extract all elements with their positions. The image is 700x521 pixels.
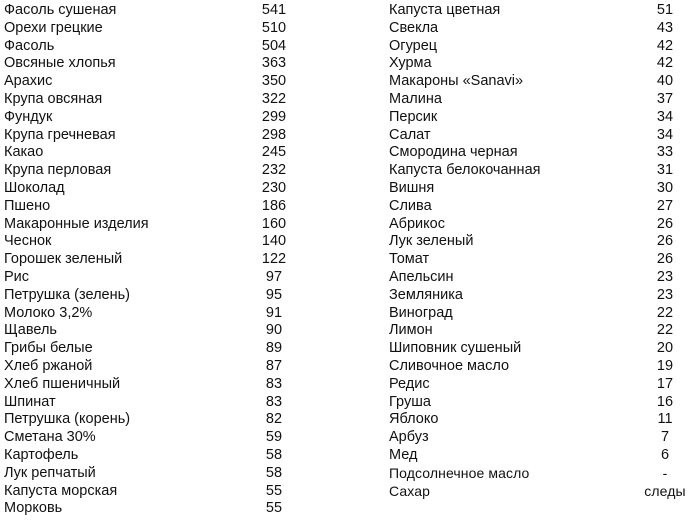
product-value: 20 <box>656 340 674 357</box>
product-name: Фасоль <box>4 37 55 54</box>
table-row <box>4 2 299 20</box>
product-value: 26 <box>656 215 674 232</box>
product-value: 40 <box>656 73 674 90</box>
product-name: Пшено <box>4 197 51 214</box>
product-value: 16 <box>656 393 674 410</box>
product-name: Овсяные хлопья <box>4 55 116 72</box>
table-row <box>389 73 691 91</box>
product-value: 26 <box>656 251 674 268</box>
product-value: 90 <box>265 322 283 339</box>
product-name: Крупа овсяная <box>4 90 103 107</box>
product-name: Редис <box>389 375 430 392</box>
table-row <box>389 198 691 216</box>
table-row <box>4 322 299 340</box>
product-name: Яблоко <box>389 411 439 428</box>
table-row <box>389 233 691 251</box>
product-value: 186 <box>261 197 287 214</box>
product-name: Арбуз <box>389 429 429 446</box>
table-row <box>4 216 299 234</box>
table-row <box>389 251 691 269</box>
product-value: 31 <box>656 162 674 179</box>
table-row <box>389 322 691 340</box>
product-value: 27 <box>656 197 674 214</box>
product-name: Арахис <box>4 73 53 90</box>
product-value: 33 <box>656 144 674 161</box>
table-row <box>389 447 691 465</box>
table-row <box>4 162 299 180</box>
product-name: Макаронные изделия <box>4 215 149 232</box>
product-value: 87 <box>265 357 283 374</box>
product-value: 510 <box>261 19 287 36</box>
product-name: Крупа гречневая <box>4 126 116 143</box>
product-value: 83 <box>265 375 283 392</box>
product-value: следы <box>644 482 686 499</box>
table-row <box>4 38 299 56</box>
product-name: Малина <box>389 90 442 107</box>
product-value: 299 <box>261 108 287 125</box>
product-name: Персик <box>389 108 438 125</box>
product-value: 350 <box>261 73 287 90</box>
product-name: Шиповник сушеный <box>389 340 522 357</box>
product-name: Морковь <box>4 500 63 517</box>
table-row <box>389 394 691 412</box>
right-column <box>389 2 691 500</box>
table-row <box>4 447 299 465</box>
product-value: 245 <box>261 144 287 161</box>
table-row <box>4 500 299 518</box>
product-value: 37 <box>656 90 674 107</box>
product-value: 230 <box>261 179 287 196</box>
product-name: Сметана 30% <box>4 429 96 446</box>
product-value: 58 <box>265 446 283 463</box>
product-name: Чеснок <box>4 233 52 250</box>
product-name: Макароны «Sanavi» <box>389 73 524 90</box>
table-row <box>4 429 299 447</box>
product-value: 160 <box>261 215 287 232</box>
product-name: Капуста морская <box>4 482 118 499</box>
table-row <box>4 109 299 127</box>
table-row <box>389 465 691 483</box>
product-value: 232 <box>261 162 287 179</box>
product-name: Какао <box>4 144 44 161</box>
product-value: 17 <box>656 375 674 392</box>
product-value: 363 <box>261 55 287 72</box>
product-name: Огурец <box>389 37 438 54</box>
product-value: 22 <box>656 322 674 339</box>
product-value: 55 <box>265 482 283 499</box>
product-value: 58 <box>265 464 283 481</box>
product-name: Шоколад <box>4 179 65 196</box>
product-name: Хлеб пшеничный <box>4 375 121 392</box>
product-name: Щавель <box>4 322 57 339</box>
product-name: Петрушка (зелень) <box>4 286 130 303</box>
table-row <box>4 233 299 251</box>
product-name: Крупа перловая <box>4 162 112 179</box>
table-row <box>389 91 691 109</box>
table-row <box>389 411 691 429</box>
product-name: Капуста белокочанная <box>389 162 541 179</box>
product-value: 23 <box>656 286 674 303</box>
product-name: Лимон <box>389 322 433 339</box>
table-row <box>4 394 299 412</box>
product-value: 122 <box>261 251 287 268</box>
table-row <box>4 287 299 305</box>
product-value: 51 <box>656 2 674 18</box>
product-value: 42 <box>656 37 674 54</box>
product-value: 97 <box>265 268 283 285</box>
product-name: Грибы белые <box>4 340 93 357</box>
table-row <box>4 269 299 287</box>
product-name: Орехи грецкие <box>4 19 103 36</box>
product-name: Фундук <box>4 108 53 125</box>
table-row <box>389 305 691 323</box>
product-value: 82 <box>265 411 283 428</box>
left-column <box>4 2 299 518</box>
product-value: 59 <box>265 429 283 446</box>
table-row <box>389 376 691 394</box>
product-value: - <box>662 464 668 481</box>
table-row <box>389 483 691 501</box>
table-row <box>4 411 299 429</box>
product-name: Хлеб ржаной <box>4 357 93 374</box>
product-value: 55 <box>265 500 283 517</box>
product-value: 23 <box>656 268 674 285</box>
table-row <box>4 340 299 358</box>
product-name: Абрикос <box>389 215 445 232</box>
table-row <box>4 127 299 145</box>
product-name: Картофель <box>4 446 79 463</box>
product-value: 34 <box>656 126 674 143</box>
product-name: Томат <box>389 251 430 268</box>
product-value: 19 <box>656 357 674 374</box>
table-row <box>4 20 299 38</box>
table-row <box>4 91 299 109</box>
table-row <box>4 180 299 198</box>
table-row <box>389 287 691 305</box>
table-row <box>4 358 299 376</box>
product-name: Смородина черная <box>389 144 518 161</box>
product-value: 322 <box>261 90 287 107</box>
product-value: 42 <box>656 55 674 72</box>
product-name: Свекла <box>389 19 439 36</box>
table-row <box>389 180 691 198</box>
product-name: Лук репчатый <box>4 464 96 481</box>
product-value: 7 <box>660 429 670 446</box>
product-name: Мед <box>389 446 418 463</box>
table-row <box>4 55 299 73</box>
product-name: Слива <box>389 197 432 214</box>
product-name: Фасоль сушеная <box>4 2 117 18</box>
product-value: 504 <box>261 37 287 54</box>
product-name: Вишня <box>389 179 435 196</box>
product-name: Сахар <box>389 482 430 499</box>
product-name: Подсолнечное масло <box>389 464 530 481</box>
product-name: Апельсин <box>389 268 454 285</box>
product-value: 140 <box>261 233 287 250</box>
table-row <box>4 376 299 394</box>
product-name: Сливочное масло <box>389 357 510 374</box>
product-name: Лук зеленый <box>389 233 474 250</box>
product-name: Горошек зеленый <box>4 251 123 268</box>
table-row <box>389 109 691 127</box>
product-name: Хурма <box>389 55 432 72</box>
product-value: 541 <box>261 2 287 18</box>
table-row <box>389 144 691 162</box>
table-row <box>389 38 691 56</box>
product-name: Рис <box>4 268 30 285</box>
product-name: Петрушка (корень) <box>4 411 131 428</box>
product-value: 34 <box>656 108 674 125</box>
table-row <box>389 269 691 287</box>
product-name: Молоко 3,2% <box>4 304 93 321</box>
table-row <box>4 73 299 91</box>
table-row <box>4 483 299 501</box>
product-value: 298 <box>261 126 287 143</box>
table-row <box>389 127 691 145</box>
table-row <box>389 216 691 234</box>
product-value: 6 <box>660 446 670 463</box>
product-name: Салат <box>389 126 431 143</box>
table-row <box>4 305 299 323</box>
table-row <box>389 340 691 358</box>
product-name: Капуста цветная <box>389 2 501 18</box>
product-value: 11 <box>657 411 673 428</box>
product-name: Груша <box>389 393 431 410</box>
product-value: 83 <box>265 393 283 410</box>
table-row <box>389 20 691 38</box>
table-row <box>4 465 299 483</box>
product-name: Виноград <box>389 304 453 321</box>
table-row <box>4 144 299 162</box>
table-row <box>389 358 691 376</box>
table-row <box>4 198 299 216</box>
product-value: 26 <box>656 233 674 250</box>
product-name: Земляника <box>389 286 463 303</box>
product-name: Шпинат <box>4 393 56 410</box>
table-row <box>389 55 691 73</box>
product-value: 91 <box>265 304 283 321</box>
product-value: 43 <box>656 19 674 36</box>
product-value: 30 <box>656 179 674 196</box>
table-row <box>389 429 691 447</box>
table-row <box>4 251 299 269</box>
product-value: 89 <box>265 340 283 357</box>
table-row <box>389 2 691 20</box>
table-row <box>389 162 691 180</box>
product-value: 22 <box>656 304 674 321</box>
product-value: 95 <box>265 286 283 303</box>
